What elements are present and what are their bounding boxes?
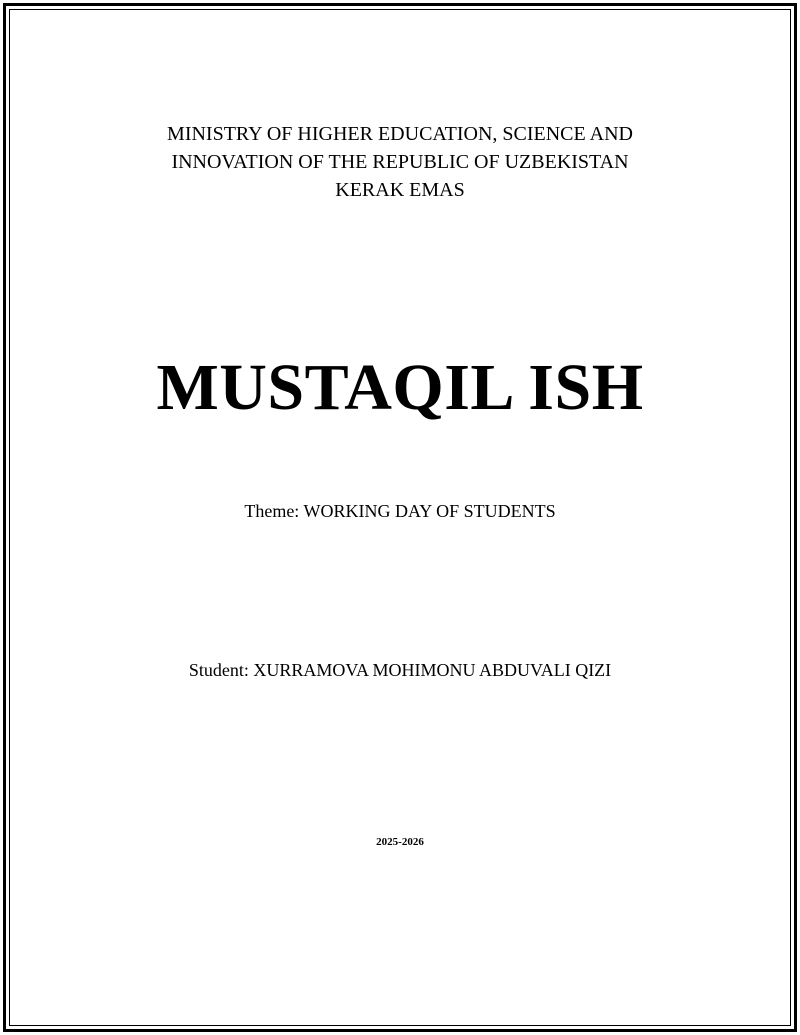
ministry-header-line-3: KERAK EMAS bbox=[335, 179, 465, 201]
theme-line: Theme: WORKING DAY OF STUDENTS bbox=[244, 501, 556, 521]
document-title: MUSTAQIL ISH bbox=[156, 351, 644, 424]
ministry-header bbox=[0, 120, 800, 204]
ministry-header-line-1: MINISTRY OF HIGHER EDUCATION, SCIENCE AND bbox=[167, 123, 633, 145]
ministry-header-line-2: INNOVATION OF THE REPUBLIC OF UZBEKISTAN bbox=[171, 151, 629, 173]
academic-year: 2025-2026 bbox=[376, 836, 424, 848]
student-line: Student: XURRAMOVA MOHIMONU ABDUVALI QIZI bbox=[188, 660, 612, 680]
